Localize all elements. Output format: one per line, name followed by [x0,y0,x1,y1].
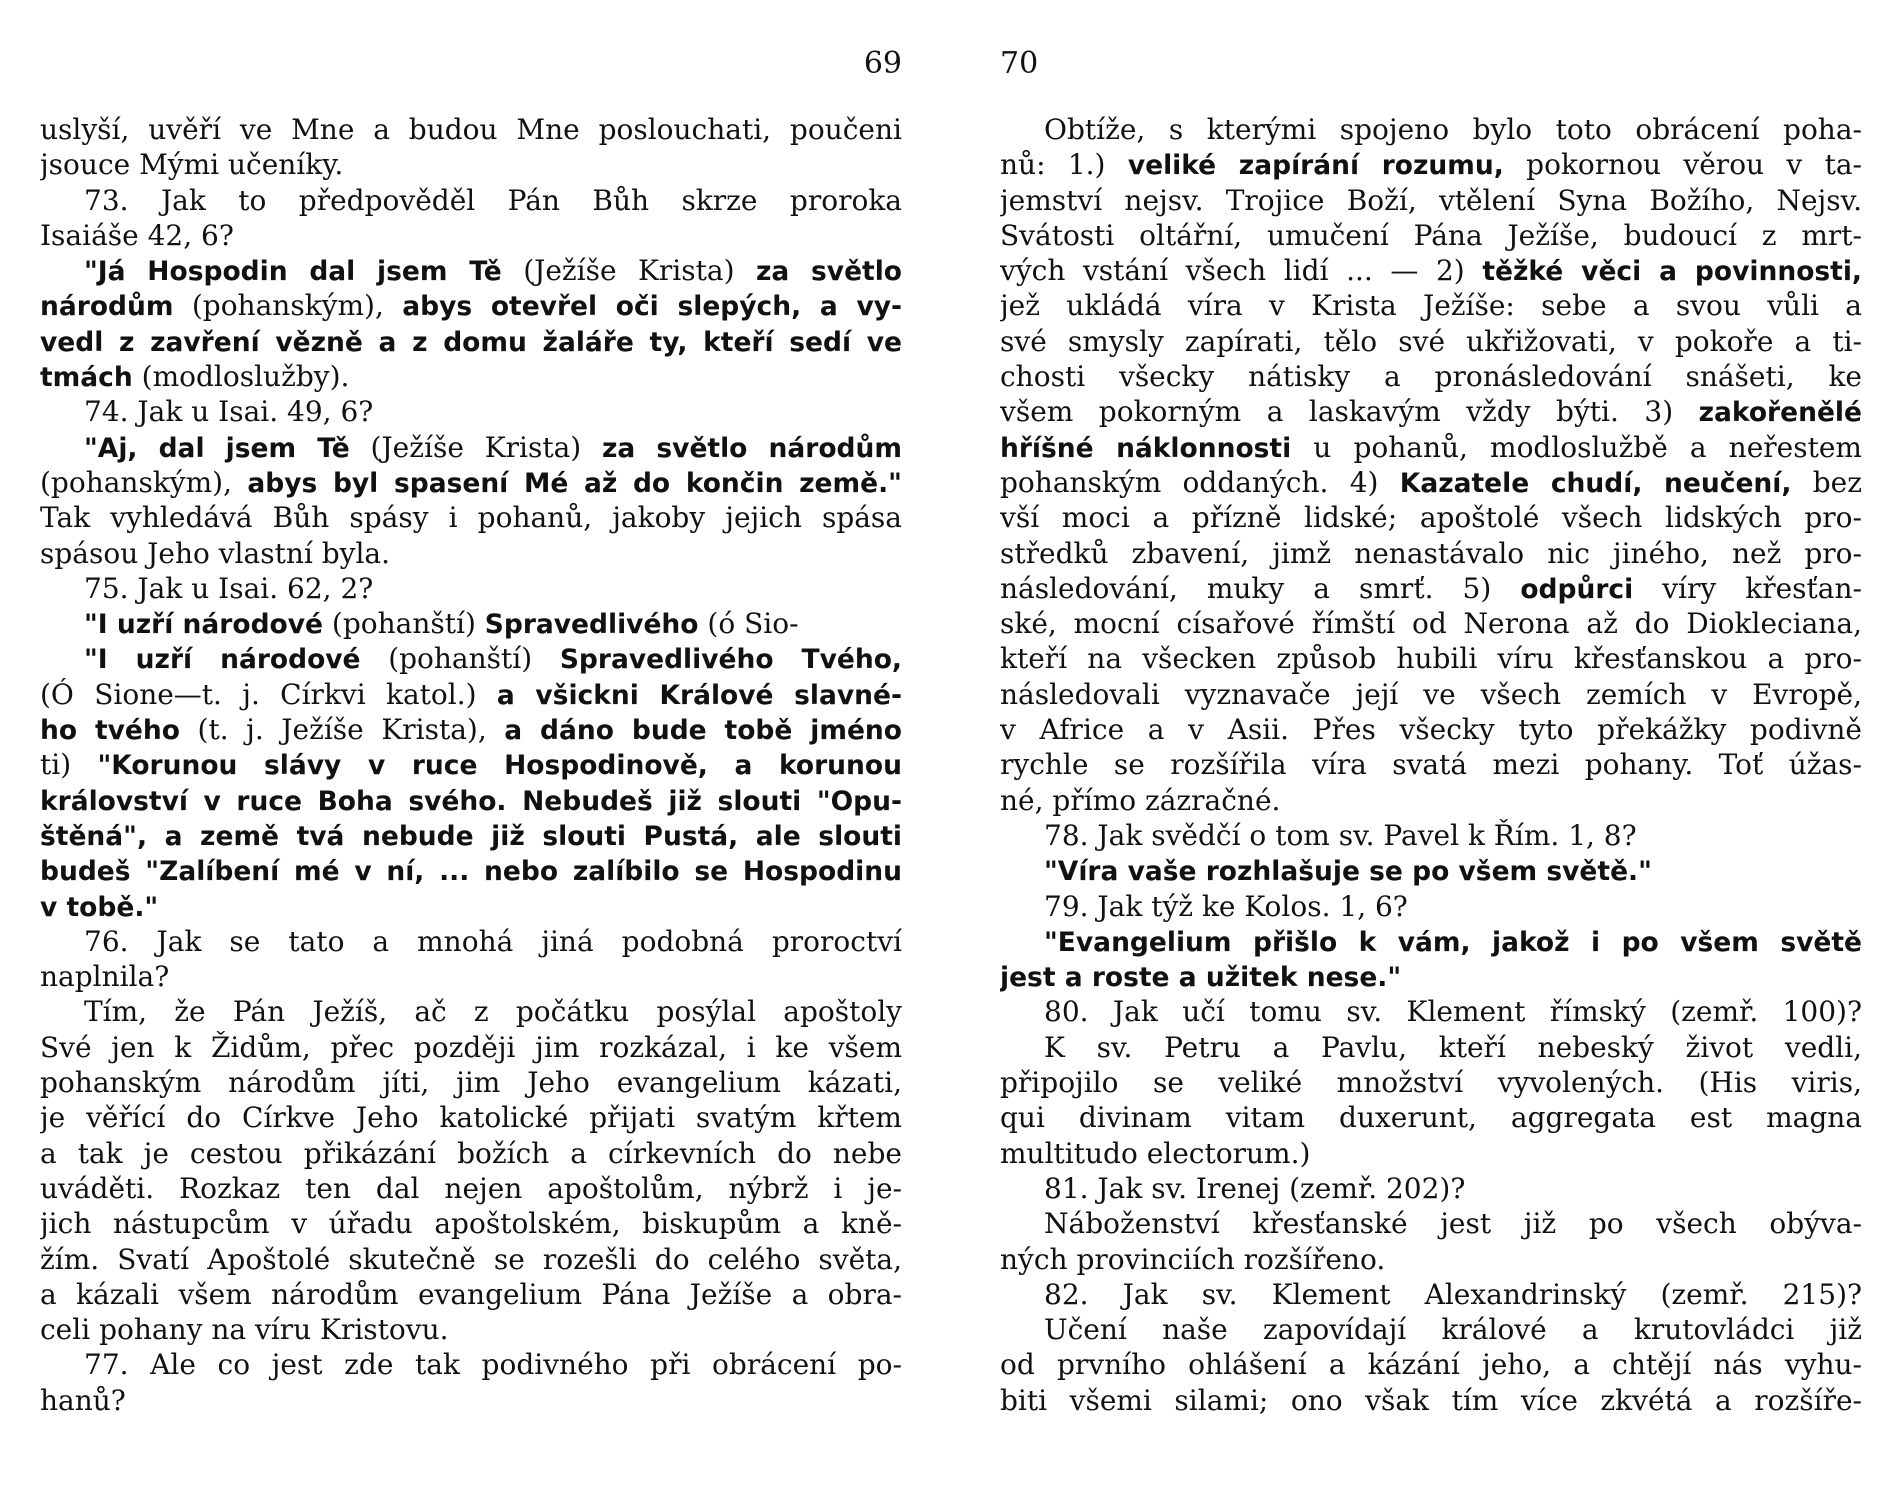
bold-text-segment: zakořenělé [1698,397,1862,429]
text-line [40,1206,902,1241]
text-segment: hanů? [40,1383,126,1417]
text-segment: biti všemi silami; ono však tím více zkvétá a rozšíře- [1000,1383,1862,1417]
bold-text-segment: těžké věci a povinnosti, [1482,256,1862,288]
text-line [40,924,902,959]
text-line [1000,536,1862,571]
text-line [40,430,902,465]
text-segment: středků zbavení, jimž nenastávalo nic jiného, než pro- [1000,536,1862,570]
right-page [1000,0,1862,1500]
text-line [1000,1206,1862,1241]
text-segment: (Ježíše Krista) [501,254,756,288]
text-segment: všem pokorným a laskavým vždy býti. 3) [1000,395,1699,429]
bold-text-segment: Kazatele chudí, neučení, [1399,467,1792,499]
bold-text-segment: v tobě." [40,891,159,923]
text-segment: Tak vyhledává Bůh spásy i pohanů, jakoby jejich spása [40,501,902,535]
text-segment: multitudo electorum.) [1000,1136,1311,1170]
text-segment: ných provinciích rozšířeno. [1000,1242,1386,1276]
text-line [1000,1347,1862,1382]
text-line [40,1383,902,1418]
text-segment: 75. Jak u Isai. 62, 2? [84,571,374,605]
text-line [40,677,902,712]
text-line [40,359,902,394]
text-line [1000,253,1862,288]
text-segment: (pohanští) [360,642,560,676]
bold-text-segment: hříšné náklonnosti [1000,432,1292,464]
bold-text-segment: budeš "Zalíbení mé v ní, ... nebo zalíbilo se Hospodinu [40,856,902,888]
bold-text-segment: Spravedlivého [484,609,699,641]
text-segment: qui divinam vitam duxerunt, aggregata est magna [1000,1101,1862,1135]
text-segment: víry křesťan- [1633,571,1862,605]
text-line [1000,183,1862,218]
text-line [1000,571,1862,606]
text-segment: uváděti. Rozkaz ten dal nejen apoštolům, nýbrž i je- [40,1171,902,1205]
text-segment: 73. Jak to předpověděl Pán Bůh skrze proroka [84,183,902,217]
text-segment: u pohanů, modloslužbě a neřestem [1291,430,1862,464]
text-line [1000,112,1862,147]
text-line [1000,1136,1862,1171]
text-line [40,783,902,818]
bold-text-segment: ho tvého [40,715,180,747]
text-line [40,147,902,182]
text-line [40,218,902,253]
text-segment: 80. Jak učí tomu sv. Klement římský (zemř. 100)? [1044,995,1862,1029]
bold-text-segment: Spravedlivého Tvého, [559,644,902,676]
text-line [40,641,902,676]
text-line [1000,853,1862,888]
text-segment: spásou Jeho vlastní byla. [40,536,390,570]
bold-text-segment: štěná", a země tvá nebude již slouti Pustá, ale slouti [40,820,902,852]
bold-text-segment: za světlo národům [601,432,902,464]
text-line [1000,924,1862,959]
bold-text-segment: "Já Hospodin dal jsem Tě [84,256,502,288]
bold-text-segment: veliké zapírání rozumu, [1127,150,1504,182]
left-page-text [40,112,902,1418]
text-line [1000,677,1862,712]
text-line [1000,147,1862,182]
text-line [40,959,902,994]
text-line [1000,359,1862,394]
left-page [40,0,902,1500]
text-line [40,818,902,853]
text-segment: a kázali všem národům evangelium Pána Ježíše a obra- [40,1277,902,1311]
text-segment: 81. Jak sv. Irenej (zemř. 202)? [1044,1171,1466,1205]
text-segment: pohanským oddaných. 4) [1000,465,1400,499]
bold-text-segment: vedl z zavření vězně a z domu žaláře ty, kteří sedí ve [40,326,902,358]
text-segment: 76. Jak se tato a mnohá jiná podobná proroctví [84,924,902,958]
text-line [40,1347,902,1382]
text-segment: Učení naše zapovídají králové a krutovládci již [1044,1313,1862,1347]
text-segment: vší moci a přízně lidské; apoštolé všech lidských pro- [1000,501,1862,535]
text-line [1000,1383,1862,1418]
text-line [1000,783,1862,818]
bold-text-segment: království v ruce Boha svého. Nebudeš již slouti "Opu- [40,785,902,817]
bold-text-segment: za světlo [755,256,902,288]
text-segment: připojilo se veliké množství vyvolených. (His viris, [1000,1066,1862,1100]
text-line [40,1100,902,1135]
bold-text-segment: abys byl spasení Mé až do končin země." [247,467,902,499]
text-segment: Své jen k Židům, přec později jim rozkázal, i ke všem [40,1030,902,1064]
text-segment: uslyší, uvěří ve Mne a budou Mne poslouchati, poučeni [40,113,902,146]
text-line [1000,1030,1862,1065]
text-segment: ti) [40,748,98,782]
text-line [1000,1242,1862,1277]
text-segment: (pohanským), [40,465,248,499]
text-segment: Isaiáše 42, 6? [40,218,234,252]
text-line [40,1242,902,1277]
text-segment: Tím, že Pán Ježíš, ač z počátku posýlal apoštoly [84,995,902,1029]
text-line [40,253,902,288]
bold-text-segment: národům [40,291,174,323]
text-line [40,500,902,535]
text-segment: následování, muky a smrť. 5) [1000,571,1521,605]
text-line [1000,641,1862,676]
text-segment: jež ukládá víra v Krista Ježíše: sebe a svou vůli a [1000,289,1862,323]
text-line [40,1136,902,1171]
page-number-left: 69 [863,46,902,81]
text-segment: rychle se rozšířila víra svatá mezi pohany. Toť úžas- [1000,748,1862,782]
text-segment: pohanským národům jíti, jim Jeho evangelium kázati, [40,1066,902,1100]
text-segment: jemství nejsv. Trojice Boží, vtělení Syna Božího, Nejsv. [1000,183,1862,217]
text-line [1000,324,1862,359]
text-segment: a tak je cestou přikázání božích a církevních do nebe [40,1136,902,1170]
text-segment: (Ježíše Krista) [349,430,602,464]
text-line [40,571,902,606]
text-line [40,465,902,500]
text-segment: je věřící do Církve Jeho katolické přijati svatým křtem [40,1101,902,1135]
bold-text-segment: "Evangelium přišlo k vám, jakož i po všem světě [1044,926,1862,958]
bold-text-segment: abys otevřel oči slepých, a vy- [402,291,902,323]
text-line [40,1171,902,1206]
text-segment: 78. Jak svědčí o tom sv. Pavel k Řím. 1, 8? [1044,818,1637,852]
text-line [1000,394,1862,429]
text-line [40,324,902,359]
text-segment: 82. Jak sv. Klement Alexandrinský (zemř. 215)? [1044,1277,1862,1311]
text-segment: bez [1791,465,1862,499]
text-segment: K sv. Petru a Pavlu, kteří nebeský život vedli, [1044,1030,1862,1064]
text-line [1000,1100,1862,1135]
text-line [1000,288,1862,323]
text-line [40,889,902,924]
text-segment: (pohanským), [173,289,403,323]
text-segment: (pohanští) [323,607,485,641]
text-line [1000,818,1862,853]
text-segment: celi pohany na víru Kristovu. [40,1313,449,1347]
text-segment: vých vstání všech lidí ... — 2) [1000,254,1483,288]
text-line [1000,1171,1862,1206]
text-segment: v Africe a v Asii. Přes všecky tyto překážky podivně [1000,713,1862,747]
text-segment: jich nástupcům v úřadu apoštolském, biskupům a kně- [40,1207,902,1241]
text-segment: kteří na všecken způsob hubili víru křesťanskou a pro- [1000,642,1862,676]
text-line [40,183,902,218]
text-segment: pokornou věrou v ta- [1503,148,1862,182]
bold-text-segment: "I uzří národové [84,609,324,641]
text-line [1000,889,1862,924]
text-line [1000,218,1862,253]
text-segment: od prvního ohlášení a kázání jeho, a chtějí nás vyhu- [1000,1348,1862,1382]
page-number-right: 70 [1000,46,1039,81]
text-line [1000,747,1862,782]
bold-text-segment: odpůrci [1520,573,1634,605]
text-segment: ské, mocní císařové římští od Nerona až do Diokleciana, [1000,607,1862,641]
text-segment: nů: 1.) [1000,148,1128,182]
text-line [1000,994,1862,1029]
text-segment: 79. Jak týž ke Kolos. 1, 6? [1044,889,1408,923]
text-line [40,853,902,888]
text-line [40,747,902,782]
text-line [1000,1277,1862,1312]
bold-text-segment: a všickni Králové slavné- [496,679,902,711]
text-line [40,712,902,747]
bold-text-segment: "I uzří národové [84,644,361,676]
text-segment: né, přímo zázračné. [1000,783,1281,817]
text-line [40,1312,902,1347]
bold-text-segment: jest a roste a užitek nese." [1000,962,1402,994]
text-segment: chosti všecky nátisky a pronásledování snášeti, ke [1000,360,1862,394]
text-segment: Svátosti oltářní, umučení Pána Ježíše, budoucí z mrt- [1000,218,1862,252]
text-line [40,536,902,571]
text-line [40,394,902,429]
text-segment: (Ó Sione—t. j. Církvi katol.) [40,677,497,711]
bold-text-segment: tmách [40,362,133,394]
text-segment: 74. Jak u Isai. 49, 6? [84,395,374,429]
bold-text-segment: "Víra vaše rozhlašuje se po všem světě." [1044,856,1652,888]
text-line [40,994,902,1029]
text-line [1000,430,1862,465]
text-segment: následovali vyznavače její ve všech zemích v Evropě, [1000,677,1862,711]
text-segment: jsouce Mými učeníky. [40,148,344,182]
text-line [40,1030,902,1065]
text-line [1000,959,1862,994]
text-line [40,288,902,323]
text-segment: své smysly zapírati, tělo své ukřižovati, v pokoře a ti- [1000,324,1862,358]
text-line [1000,712,1862,747]
text-line [40,1277,902,1312]
text-line [40,112,902,147]
text-segment: naplnila? [40,960,170,994]
text-line [1000,1065,1862,1100]
bold-text-segment: "Aj, dal jsem Tě [84,432,350,464]
text-segment: (ó Sio- [698,607,799,641]
text-line [40,606,902,641]
text-line [1000,500,1862,535]
text-segment: Obtíže, s kterými spojeno bylo toto obrácení poha- [1044,113,1862,146]
bold-text-segment: "Korunou slávy v ruce Hospodinově, a korunou [97,750,902,782]
text-segment: žím. Svatí Apoštolé skutečně se rozešli do celého světa, [40,1242,902,1276]
text-segment: Náboženství křesťanské jest již po všech obýva- [1044,1207,1862,1241]
bold-text-segment: a dáno bude tobě jméno [504,715,902,747]
text-segment: (t. j. Ježíše Krista), [179,713,505,747]
text-line [1000,465,1862,500]
text-line [1000,1312,1862,1347]
text-segment: 77. Ale co jest zde tak podivného při obrácení po- [84,1348,902,1382]
text-line [40,1065,902,1100]
right-page-text [1000,112,1862,1418]
text-segment: (modloslužby). [132,360,350,394]
text-line [1000,606,1862,641]
